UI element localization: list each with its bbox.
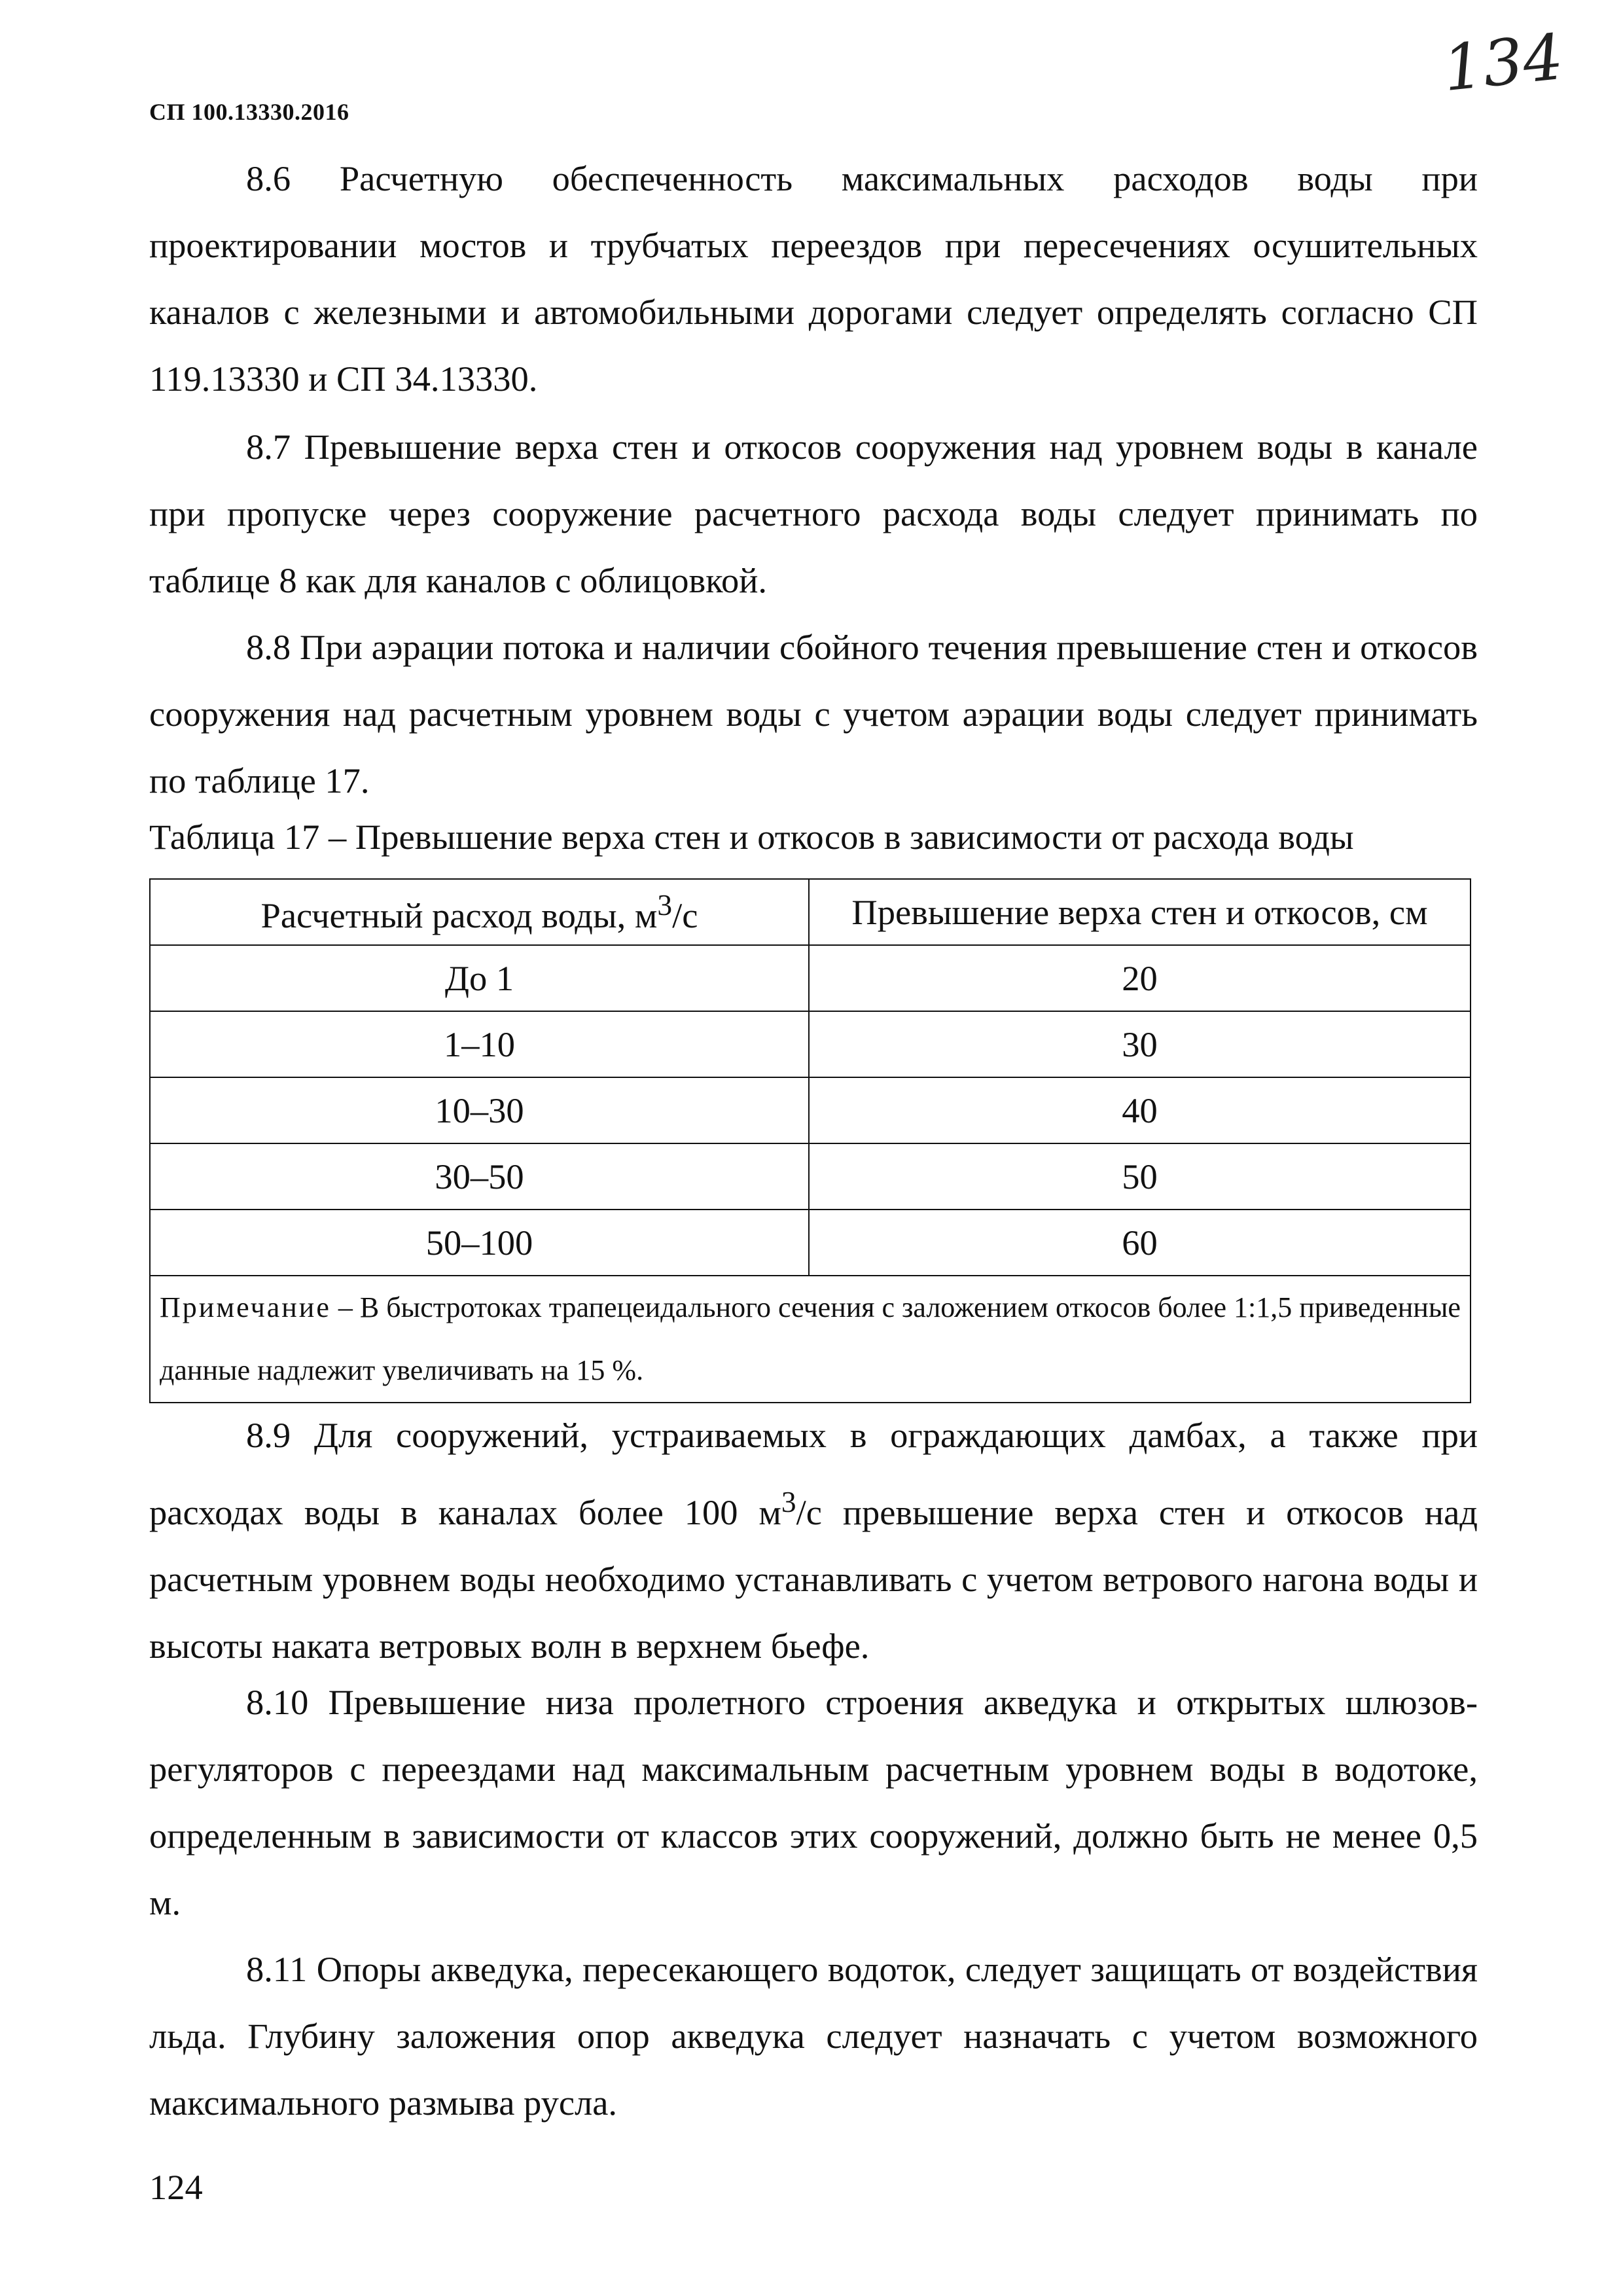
- table-row: [150, 1011, 1471, 1077]
- flow-cell: 50–100: [150, 1210, 809, 1276]
- flow-excess-table: [149, 878, 1471, 1403]
- paragraph-8-10: 8.10 Превышение низа пролетного строения акведука и открытых шлюзов-регуляторов с переездами над максимальным расчетным уровнем воды в водотоке, определенным в зависимости от классов этих сооружений, должно быть не менее 0,5 м.: [149, 1682, 1478, 1922]
- note-label: Примечание: [160, 1291, 331, 1323]
- handwritten-page-number: 134: [1439, 20, 1567, 106]
- excess-cell: 50: [809, 1143, 1471, 1210]
- table-note-row: [150, 1276, 1471, 1403]
- document-code: СП 100.13330.2016: [149, 99, 349, 125]
- table-row: [150, 1143, 1471, 1210]
- table-row: [150, 945, 1471, 1011]
- header-flow-text: Расчетный расход воды, м: [260, 895, 658, 936]
- table-caption: Таблица 17 – Превышение верха стен и откосов в зависимости от расхода воды: [149, 817, 1354, 857]
- note-text: – В быстротоках трапецеидального сечения с заложением откосов более 1:1,5 приведенные данные надлежит увеличивать на 15 %.: [160, 1291, 1461, 1386]
- table-header-excess: Превышение верха стен и откосов, см: [809, 879, 1471, 945]
- table-row: [150, 1210, 1471, 1276]
- paragraph-8-6: 8.6 Расчетную обеспеченность максимальных расходов воды при проектировании мостов и трубчатых переездов при пересечениях осушительных каналов с железными и автомобильными дорогами следует определять согласно СП 119.13330 и СП 34.13330.: [149, 158, 1478, 399]
- paragraph-8-9-text: 8.9 Для сооружений, устраиваемых в ограждающих дамбах, а также при расходах воды в каналах более 100 м: [149, 1415, 1478, 1533]
- excess-cell: 60: [809, 1210, 1471, 1276]
- paragraph-8-11: 8.11 Опоры акведука, пересекающего водоток, следует защищать от воздействия льда. Глубину заложения опор акведука следует назначать с учетом возможного максимального размыва русла.: [149, 1949, 1478, 2123]
- table-note: [150, 1276, 1471, 1403]
- flow-cell: 10–30: [150, 1077, 809, 1143]
- excess-cell: 20: [809, 945, 1471, 1011]
- paragraph-8-8: 8.8 При аэрации потока и наличии сбойного течения превышение стен и откосов сооружения над расчетным уровнем воды с учетом аэрации воды следует принимать по таблице 17.: [149, 627, 1478, 800]
- table-header-flow: [150, 879, 809, 945]
- flow-cell: 1–10: [150, 1011, 809, 1077]
- paragraph-8-7: 8.7 Превышение верха стен и откосов сооружения над уровнем воды в канале при пропуске через сооружение расчетного расхода воды следует принимать по таблице 8 как для каналов с облицовкой.: [149, 427, 1478, 600]
- header-flow-unit: /с: [672, 895, 698, 936]
- table-header-row: [150, 879, 1471, 945]
- flow-cell: 30–50: [150, 1143, 809, 1210]
- paragraph-8-9-sup: 3: [781, 1486, 796, 1518]
- table-row: [150, 1077, 1471, 1143]
- page-number: 124: [149, 2167, 203, 2207]
- header-flow-sup: 3: [657, 888, 673, 922]
- flow-cell: До 1: [150, 945, 809, 1011]
- paragraph-8-9-rest: /с превышение верха стен и откосов над расчетным уровнем воды необходимо устанавливать с учетом ветрового нагона воды и высоты наката ветровых волн в верхнем бьефе.: [149, 1492, 1478, 1666]
- excess-cell: 30: [809, 1011, 1471, 1077]
- excess-cell: 40: [809, 1077, 1471, 1143]
- paragraph-8-9: [149, 1402, 1478, 1679]
